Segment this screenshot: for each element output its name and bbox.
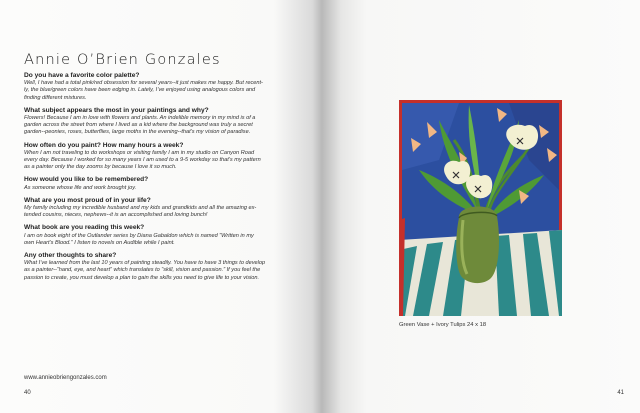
qa-block: [24, 197, 310, 220]
answer: What I’ve learned from the last 10 years of painting steadily. You have to have 3 things to develop as a painter--“hand, eye, and heart” which translates to “skill, vision and passion.” If you feel the passion to create, you must develop a plan to gain the skills you need to give life to your vision.: [24, 260, 266, 281]
question: How would you like to be remembered?: [24, 176, 149, 184]
question: What subject appears the most in your paintings and why?: [24, 106, 209, 114]
qa-block: [24, 224, 310, 247]
page-number: 40: [24, 390, 31, 396]
answer: My family including my incredible husband and my kids and grandkids and all the amazing ex- tended cousins, nieces, nephews--it is an accomplished and loving bunch!: [24, 205, 257, 219]
qa-block: [24, 176, 310, 191]
answer: Flowers! Because I am in love with flowers and plants. An indelible memory in my mind is of a garden across the street from where I lived as a kid where the background was truly a secret garden--peonies, roses, butterflies, large moths in the evening--that’s my vision of paradise.: [24, 115, 256, 136]
answer: When I am not traveling to do workshops or visiting family I am in my studio on Canyon Road every day. Because I worked for so many years I am used to a 9-5 workday so that’s my pattern as a painter only the day zooms by because I love it so much.: [24, 149, 261, 171]
qa-block: [24, 252, 310, 282]
qa-block: [24, 142, 310, 172]
qa-block: [24, 107, 310, 137]
painting-caption: Green Vase + Ivory Tulips 24 x 18: [399, 322, 487, 328]
question: Do you have a favorite color palette?: [24, 72, 140, 79]
page-number: 41: [617, 390, 624, 396]
question: What book are you reading this week?: [24, 224, 145, 232]
question: How often do you paint? How many hours a week?: [24, 141, 184, 149]
right-page: [322, 0, 640, 413]
page-title: Annie O’Brien Gonzales: [24, 52, 221, 68]
qa-block: [24, 72, 310, 102]
question: Any other thoughts to share?: [24, 252, 117, 260]
answer: I am on book eight of the Outlander series by Diana Gabaldon which is named “Written in my own Heart’s Blood.” I listen to novels on Audible while I paint.: [24, 232, 254, 246]
website-url: www.annieobriengonzales.com: [24, 375, 107, 381]
answer: Well, I have had a total pink/red obsession for several years--it just makes me happy. But recent- ly, the blue/green colors have been edging in. Lately, I’ve enjoyed using analogous colors and finding different mixtures.: [24, 80, 263, 101]
answer: As someone whose life and work brought joy.: [24, 184, 137, 191]
interview-qa: [24, 72, 310, 287]
question: What are you most proud of in your life?: [24, 196, 151, 204]
painting-image: [399, 100, 562, 316]
